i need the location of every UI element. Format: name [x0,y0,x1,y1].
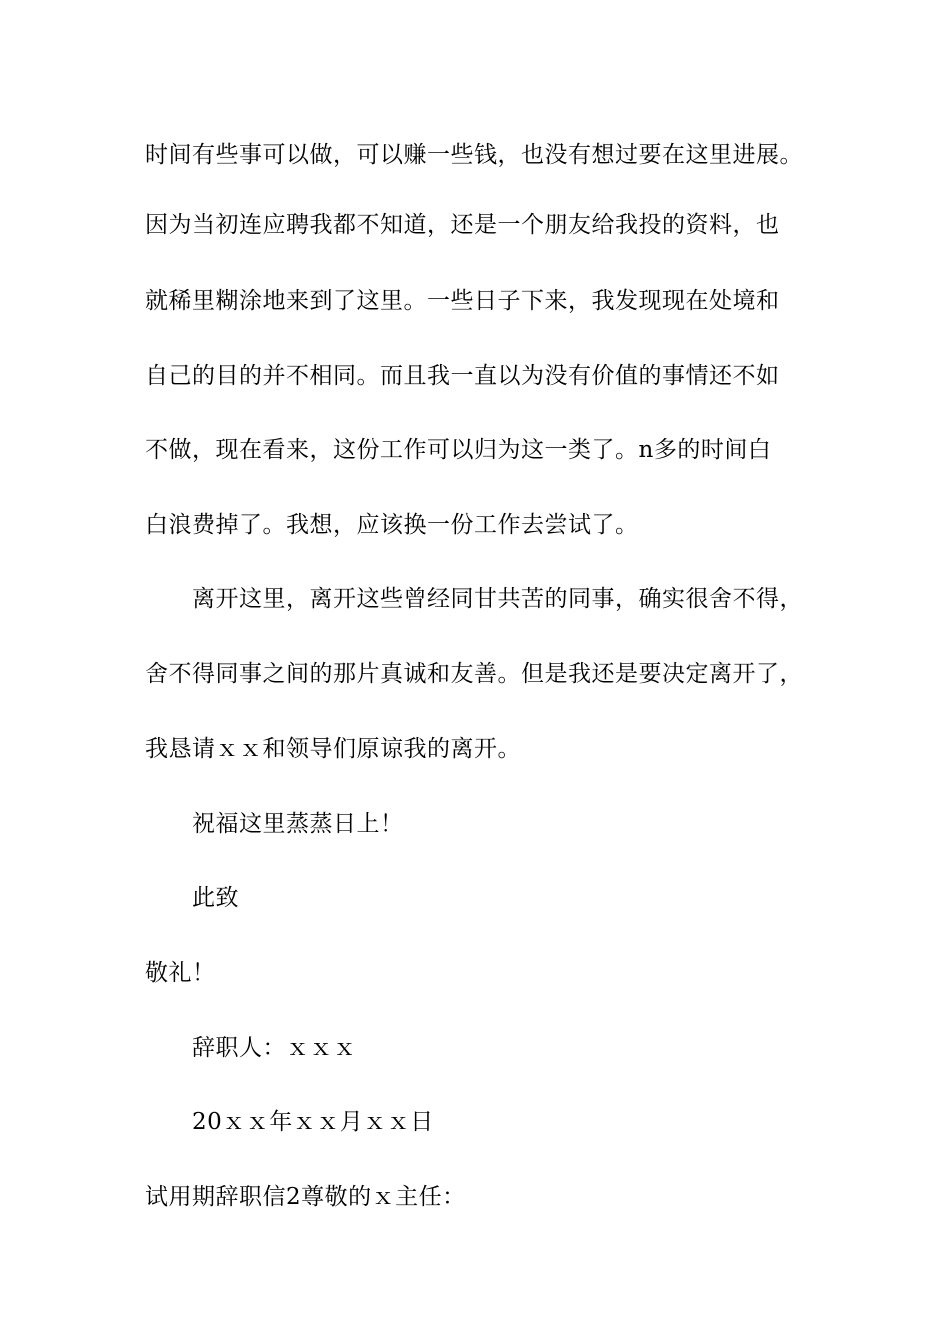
signer-line: 辞职人：ｘｘｘ [192,1035,357,1061]
paragraph-2-line-1: 离开这里，离开这些曾经同甘共苦的同事，确实很舍不得， [192,586,803,612]
date-line: 20ｘｘ年ｘｘ月ｘｘ日 [192,1109,434,1135]
blessing-line: 祝福这里蒸蒸日上！ [192,811,404,837]
body-line-1: 时间有些事可以做，可以赚一些钱，也没有想过要在这里进展。 [145,142,803,168]
paragraph-2-line-3: 我恳请ｘｘ和领导们原谅我的离开。 [145,736,521,762]
closing-regards: 敬礼！ [145,960,216,986]
body-line-3: 就稀里糊涂地来到了这里。一些日子下来，我发现现在处境和 [145,288,780,314]
body-line-4: 自己的目的并不相同。而且我一直以为没有价值的事情还不如 [145,363,780,389]
body-line-6: 白浪费掉了。我想，应该换一份工作去尝试了。 [145,512,639,538]
body-line-2: 因为当初连应聘我都不知道，还是一个朋友给我投的资料，也 [145,212,780,238]
next-letter-heading: 试用期辞职信2尊敬的ｘ主任： [145,1184,466,1210]
paragraph-2-line-2: 舍不得同事之间的那片真诚和友善。但是我还是要决定离开了， [145,661,803,687]
body-line-5: 不做，现在看来，这份工作可以归为这一类了。n多的时间白 [145,437,772,463]
closing-salutation: 此致 [192,885,239,911]
